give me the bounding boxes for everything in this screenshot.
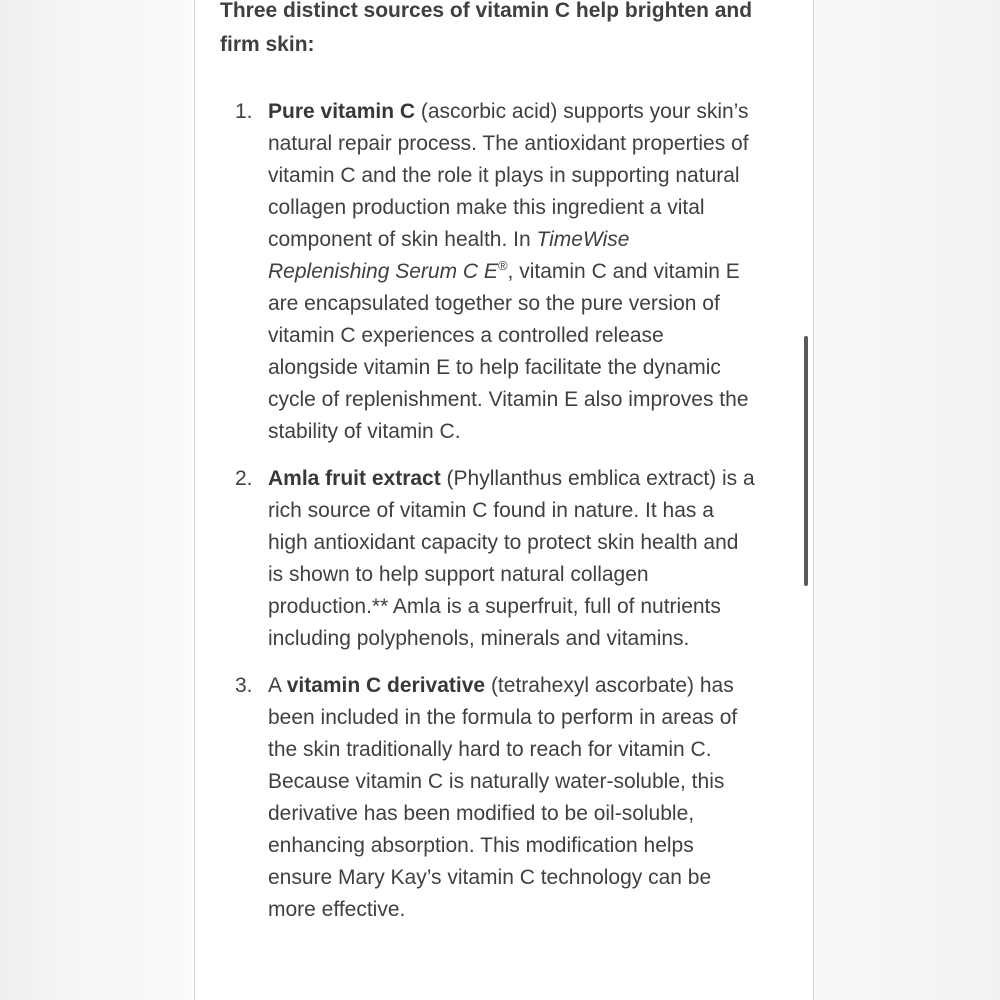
item-text: (tetrahexyl ascorbate) has been included in the formula to perform in areas of the skin traditionally hard to reach for vitamin C. Because vitamin C is naturally water-soluble, this derivative has been modified to be oil-soluble, enhancing absorption. This modification helps ensure Mary Kay’s vitamin C technology can be more effective. bbox=[268, 674, 738, 921]
section-heading: Three distinct sources of vitamin C help brighten and firm skin: bbox=[220, 0, 753, 56]
product-name: TimeWise Replenishing Serum C E bbox=[268, 228, 630, 283]
list-number: 1. bbox=[235, 100, 253, 123]
term-pure-vitamin-c: Pure vitamin C bbox=[268, 100, 416, 123]
registered-mark: ® bbox=[497, 258, 508, 273]
list-number: 2. bbox=[235, 467, 253, 490]
scrollbar-thumb[interactable] bbox=[804, 336, 808, 586]
term-vitamin-c-derivative: vitamin C derivative bbox=[286, 674, 486, 697]
list-item-amla-fruit-extract bbox=[235, 463, 755, 655]
list-number: 3. bbox=[235, 674, 253, 697]
item-text: (Phyllanthus emblica extract) is a rich source of vitamin C found in nature. It has a high antioxidant capacity to protect skin health and is shown to help support natural collagen production.** Amla is a superfruit, full of nutrients including polyphenols, minerals and vitamins. bbox=[268, 467, 755, 650]
list-item-pure-vitamin-c bbox=[235, 96, 755, 448]
list-item-vitamin-c-derivative bbox=[235, 670, 755, 926]
term-amla-fruit-extract: Amla fruit extract bbox=[268, 467, 441, 490]
vitamin-c-sources-list bbox=[235, 96, 755, 926]
item-text-continued: , vitamin C and vitamin E are encapsulated together so the pure version of vitamin C experiences a controlled release alongside vitamin E to help facilitate the dynamic cycle of replenishment. Vitamin E also improves the stability of vitamin C. bbox=[268, 260, 749, 443]
article-page bbox=[194, 0, 814, 1000]
item-prefix: A bbox=[268, 674, 287, 697]
item-text: (ascorbic acid) supports your skin’s natural repair process. The antioxidant properties of vitamin C and the role it plays in supporting natural collagen production make this ingredient a vital component of skin health. In bbox=[268, 100, 749, 251]
